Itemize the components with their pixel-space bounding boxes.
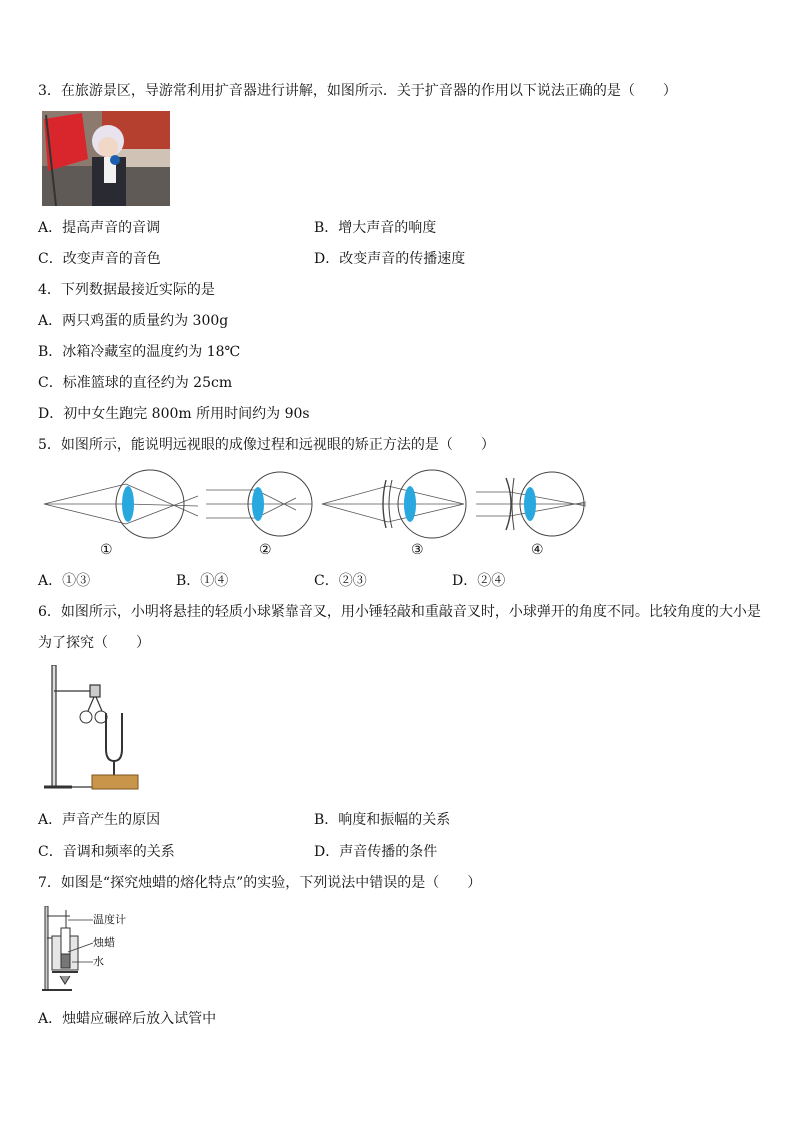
q6-stem-line2: 为了探究（ ） [38,635,150,651]
q7-option-a[interactable]: A．烛蜡应碾碎后放入试管中 [38,1011,217,1027]
q3-option-a[interactable]: A．提高声音的音调 [38,220,161,236]
q6-option-b[interactable]: B．响度和振幅的关系 [314,812,451,828]
q7-stem: 7．如图是“探究烛蜡的熔化特点”的实验，下列说法中错误的是（ ） [38,875,482,891]
q5-figure-label-4: ④ [531,542,544,558]
q6-option-a[interactable]: A．声音产生的原因 [38,812,161,828]
tuning-fork-apparatus [42,665,148,793]
q6-option-c[interactable]: C．音调和频率的关系 [38,844,175,860]
tour-guide-photo [42,111,170,206]
q6-option-d[interactable]: D．声音传播的条件 [314,844,438,860]
q4-option-d[interactable]: D．初中女生跑完 800m 所用时间约为 90s [38,406,310,422]
q7-label-wax: 烛蜡 [93,936,115,949]
eye-diagrams [40,466,600,560]
q5-option-b[interactable]: B．①④ [176,573,229,589]
q5-option-a[interactable]: A．①③ [38,573,91,589]
q5-figure-label-1: ① [100,542,113,558]
q3-option-d[interactable]: D．改变声音的传播速度 [314,251,466,267]
q7-label-leaders [66,916,96,964]
q7-label-water: 水 [93,955,104,968]
q3-stem: 3．在旅游景区，导游常利用扩音器进行讲解，如图所示．关于扩音器的作用以下说法正确的是（ ） [38,83,677,99]
q5-figure-label-3: ③ [411,542,424,558]
q5-figure-label-2: ② [259,542,272,558]
q3-option-c[interactable]: C．改变声音的音色 [38,251,161,267]
q4-option-a[interactable]: A．两只鸡蛋的质量约为 300g [38,313,229,329]
q3-option-b[interactable]: B．增大声音的响度 [314,220,437,236]
q4-option-c[interactable]: C．标准篮球的直径约为 25cm [38,375,233,391]
q4-stem: 4．下列数据最接近实际的是 [38,282,215,298]
q5-option-c[interactable]: C．②③ [314,573,367,589]
q6-stem-line1: 6．如图所示，小明将悬挂的轻质小球紧靠音叉，用小锤轻敲和重敲音叉时，小球弹开的角度不同。比较角度的大小是 [38,604,761,620]
q5-option-d[interactable]: D．②④ [452,573,506,589]
q4-option-b[interactable]: B．冰箱冷藏室的温度约为 18℃ [38,344,241,360]
q7-label-thermometer: 温度计 [93,913,126,926]
q5-stem: 5．如图所示，能说明远视眼的成像过程和远视眼的矫正方法的是（ ） [38,437,495,453]
